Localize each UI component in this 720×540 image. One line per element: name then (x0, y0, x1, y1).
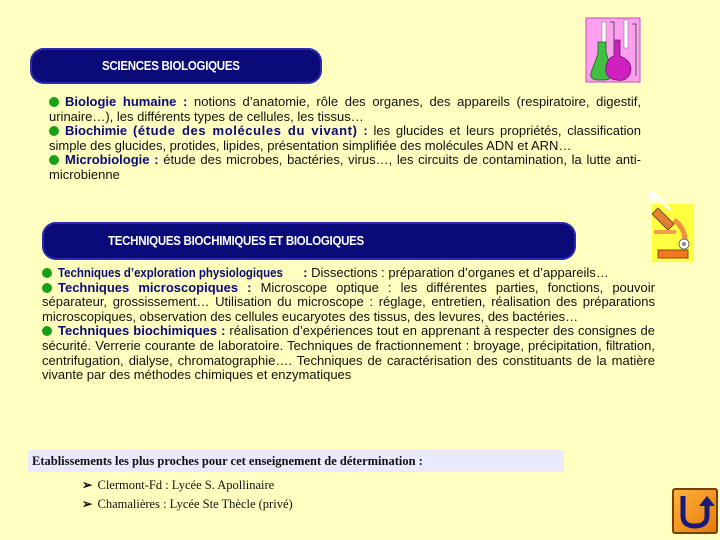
bullet-icon (42, 326, 52, 336)
desc-biochemistry: les glucides et leurs propriétés, classification simple des glucides, protides, lipides, présentation simplifiée des molécules ADN et ARN… (49, 123, 641, 153)
techniques-item-microscopy: Techniques microscopiques : Microscope optique : les différentes parties, fonctions, pouvoir séparateur, grossissement… Utilisation du microscope : réglage, entretien, réalisation des préparations microscopiques, observation des cellules eucaryotes des tissus, des levures, des bactéries… (42, 279, 655, 324)
term-microscopy: Techniques microscopiques (58, 279, 239, 295)
techniques-item-biochemical: Techniques biochimiques : réalisation d’expériences tout en apprenant à respecter des consignes de sécurité. Verrerie courante de laboratoire. Techniques de fractionnement : broyage, précipitation, filtration, centrifugation, dialyse, chromatographie…. Techniques de caractérisation des constituants de la matière vivante par des méthodes chimiques et enzymatiques (42, 323, 655, 383)
term-human-biology: Biologie humaine (65, 94, 177, 109)
biochemistry-subtitle: (étude des molécules du vivant) (132, 123, 358, 139)
section-title-biology: SCIENCES BIOLOGIQUES (102, 59, 240, 73)
biology-item-biochemistry: Biochimie (étude des molécules du vivant) : les glucides et leurs propriétés, classification simple des glucides, protides, lipides, présentation simplifiée des molécules ADN et ARN… (49, 123, 641, 153)
back-button[interactable] (672, 488, 718, 534)
biology-item-human: Biologie humaine : notions d’anatomie, rôle des organes, des appareils (respiratoire, digestif, urinaire…), les différents types de cellules, les tissus… (49, 94, 641, 124)
term-biochemistry: Biochimie (65, 123, 128, 139)
biology-content (49, 95, 641, 183)
bullet-icon (49, 155, 59, 165)
school-item: ➢ Chamalières : Lycée Ste Thècle (privé) (82, 497, 293, 511)
school-item: ➢ Clermont-Fd : Lycée S. Apollinaire (82, 478, 275, 492)
bullet-icon (42, 283, 52, 293)
arrow-bullet-icon: ➢ (82, 497, 93, 511)
bullet-icon (42, 268, 52, 278)
bullet-icon (49, 97, 59, 107)
arrow-bullet-icon: ➢ (82, 478, 93, 492)
desc-microscopy: Microscope optique : les différentes parties, fonctions, pouvoir séparateur, grossissement… Utilisation du microscope : réglage, entretien, réalisation des préparations microscopiques, observation des cellules eucaryotes des tissus, des levures, des bactéries… (42, 279, 655, 324)
term-physiological-exploration: Techniques d’exploration physiologiques (58, 265, 283, 280)
desc-human-biology: notions d’anatomie, rôle des organes, des appareils (respiratoire, digestif, urinaire…), les différents types de cellules, les tissus… (49, 94, 641, 124)
biology-item-microbiology: Microbiologie : étude des microbes, bactéries, virus…, les circuits de contamination, la lutte anti-microbienne (49, 152, 641, 182)
lab-flasks-icon (584, 16, 642, 84)
term-biochemical: Techniques biochimiques (58, 323, 218, 339)
schools-heading: Etablissements les plus proches pour cet enseignement de détermination : (28, 450, 564, 472)
bullet-icon (49, 126, 59, 136)
section-title-techniques: TECHNIQUES BIOCHIMIQUES ET BIOLOGIQUES (108, 234, 364, 248)
techniques-content (42, 266, 655, 383)
desc-biochemical: réalisation d’expériences tout en apprenant à respecter des consignes de sécurité. Verrerie courante de laboratoire. Techniques de fractionnement : broyage, précipitation, filtration, centrifugation, dialyse, chromatographie…. Techniques de caractérisation des constituants de la matière vivante par des méthodes chimiques et enzymatiques (42, 323, 655, 383)
microscope-icon (644, 190, 696, 264)
techniques-item-physiology: Techniques d’exploration physiologiques : Dissections : préparation d’organes et d’appareils… (42, 266, 655, 281)
schools-box (28, 450, 564, 514)
desc-physiological-exploration: Dissections : préparation d’organes et d’appareils… (311, 265, 609, 280)
term-microbiology: Microbiologie (65, 152, 150, 168)
u-turn-back-icon (674, 490, 716, 532)
desc-microbiology: étude des microbes, bactéries, virus…, les circuits de contamination, la lutte anti-microbienne (49, 152, 641, 182)
